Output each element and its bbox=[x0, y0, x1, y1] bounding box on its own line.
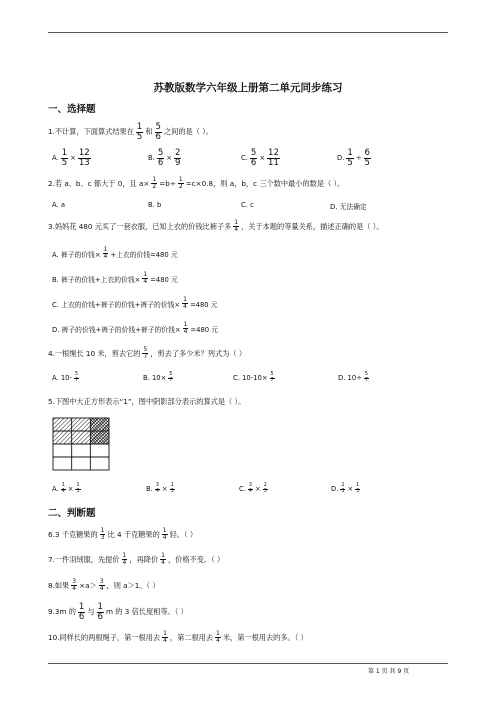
question-2: 2.若 a、b、c 都大于 0，且 a× $\frac{1}{2}$ =b÷ $\frac{1}{2}$ =c×0.8，则 a，b，c 三个数中最小的数是（ ）。 bbox=[48, 176, 345, 190]
question-3: 3.妈妈花 480 元买了一套衣服，已知上衣的价钱比裤子多 1 4 ，关于本题的等量关系，描述正确的是（ ）。 bbox=[48, 219, 384, 233]
fraction: 1 5 bbox=[136, 122, 143, 142]
q4-option-d[interactable]: D. 10÷ $\frac{5}{7}$ bbox=[338, 372, 368, 383]
q1-text: 之间的是（ ）。 bbox=[163, 127, 213, 136]
section-heading-judgement: 二、判断题 bbox=[48, 508, 96, 519]
question-4: 4.一根绳长 10 米，剪去它的 5 7 ，剪去了多少米？列式为（ ） bbox=[48, 346, 247, 360]
question-8: 8.如果 $\frac{3}{4}$ ×a＞ 3 4 ，则 a＞1。（ ） bbox=[48, 578, 160, 592]
q5-option-d[interactable]: D. $\frac{2}{3}$ × $\frac{1}{3}$ bbox=[331, 483, 360, 494]
header-rule bbox=[48, 32, 448, 33]
q2-option-d[interactable]: D. 无法确定 bbox=[330, 203, 367, 211]
q5-option-a[interactable]: A. $\frac{1}{4}$ × $\frac{1}{3}$ bbox=[52, 483, 80, 494]
page-number: 第 1 页 共 9 页 bbox=[368, 668, 410, 675]
page-title: 苏教版数学六年级上册第二单元同步练习 bbox=[153, 82, 343, 94]
q5-option-b[interactable]: B. $\frac{3}{4}$ × $\frac{1}{3}$ bbox=[146, 483, 174, 494]
shaded-grid-figure bbox=[52, 417, 110, 471]
q3-option-a[interactable]: A. 裤子的价钱× $\frac{1}{4}$ +上衣的价钱=480 元 bbox=[52, 246, 178, 260]
question-6: 6.3 千克糖果的 1 3 比 4 千克糖果的 1 4 轻。（ ） bbox=[48, 527, 198, 541]
q2-option-c[interactable]: C. c bbox=[241, 201, 254, 209]
q2-option-b[interactable]: B. b bbox=[148, 201, 162, 209]
q1-option-d[interactable]: D. $\frac{1}{5}$ ÷ $\frac{6}{5}$ bbox=[337, 148, 370, 168]
question-1 bbox=[48, 123, 213, 141]
q4-option-a[interactable]: A. 10- 5 7 bbox=[52, 372, 79, 383]
q1-option-b[interactable]: B. $\frac{5}{6}$ × $\frac{2}{9}$ bbox=[148, 148, 181, 168]
footer-rule bbox=[48, 663, 448, 664]
question-5: 5.下图中大正方形表示“1”，图中阴影部分表示的算式是（ ）。 bbox=[48, 397, 246, 406]
q3-option-b[interactable]: B. 裤子的价钱+上衣的价钱× $\frac{1}{4}$ =480 元 bbox=[52, 271, 178, 285]
q4-option-c[interactable]: C. 10-10× $\frac{5}{7}$ bbox=[233, 372, 274, 383]
q1-text: 和 bbox=[145, 127, 153, 136]
q1-text: 1.不计算，下面算式结果在 bbox=[48, 127, 134, 136]
q1-option-a[interactable]: A. $\frac{1}{5}$ × $\frac{12}{13}$ bbox=[52, 148, 90, 168]
q2-option-a[interactable]: A. a bbox=[52, 201, 66, 209]
q5-option-c[interactable]: C. $\frac{3}{4}$ × $\frac{2}{3}$ bbox=[239, 483, 267, 494]
question-9: 9.3m 的 1 6 与 1 6 m 的 3 倍长度相等。（ ） bbox=[48, 602, 188, 622]
question-10: 10.同样长的两根绳子，第一根用去 1 4 ，第二根用去 1 4 米，第一根用去的多。（ ） bbox=[48, 630, 308, 644]
q3-option-c[interactable]: C. 上衣的价钱+裤子的价钱+裤子的价钱× $\frac{1}{4}$ =480 元 bbox=[52, 296, 218, 310]
section-heading-choice: 一、选择题 bbox=[48, 104, 96, 115]
q3-option-d[interactable]: D. 裤子的价钱+裤子的价钱+裤子的价钱× $\frac{1}{4}$ =480 元 bbox=[52, 321, 219, 335]
q4-option-b[interactable]: B. 10× $\frac{5}{7}$ bbox=[143, 372, 173, 383]
question-7: 7.一件羽绒服，先提价 1 4 ，再降价 1 4 ，价格不变。（ ） bbox=[48, 552, 225, 566]
fraction: 5 6 bbox=[155, 122, 161, 142]
q1-option-c[interactable]: C. $\frac{5}{6}$ × $\frac{12}{11}$ bbox=[241, 148, 279, 168]
